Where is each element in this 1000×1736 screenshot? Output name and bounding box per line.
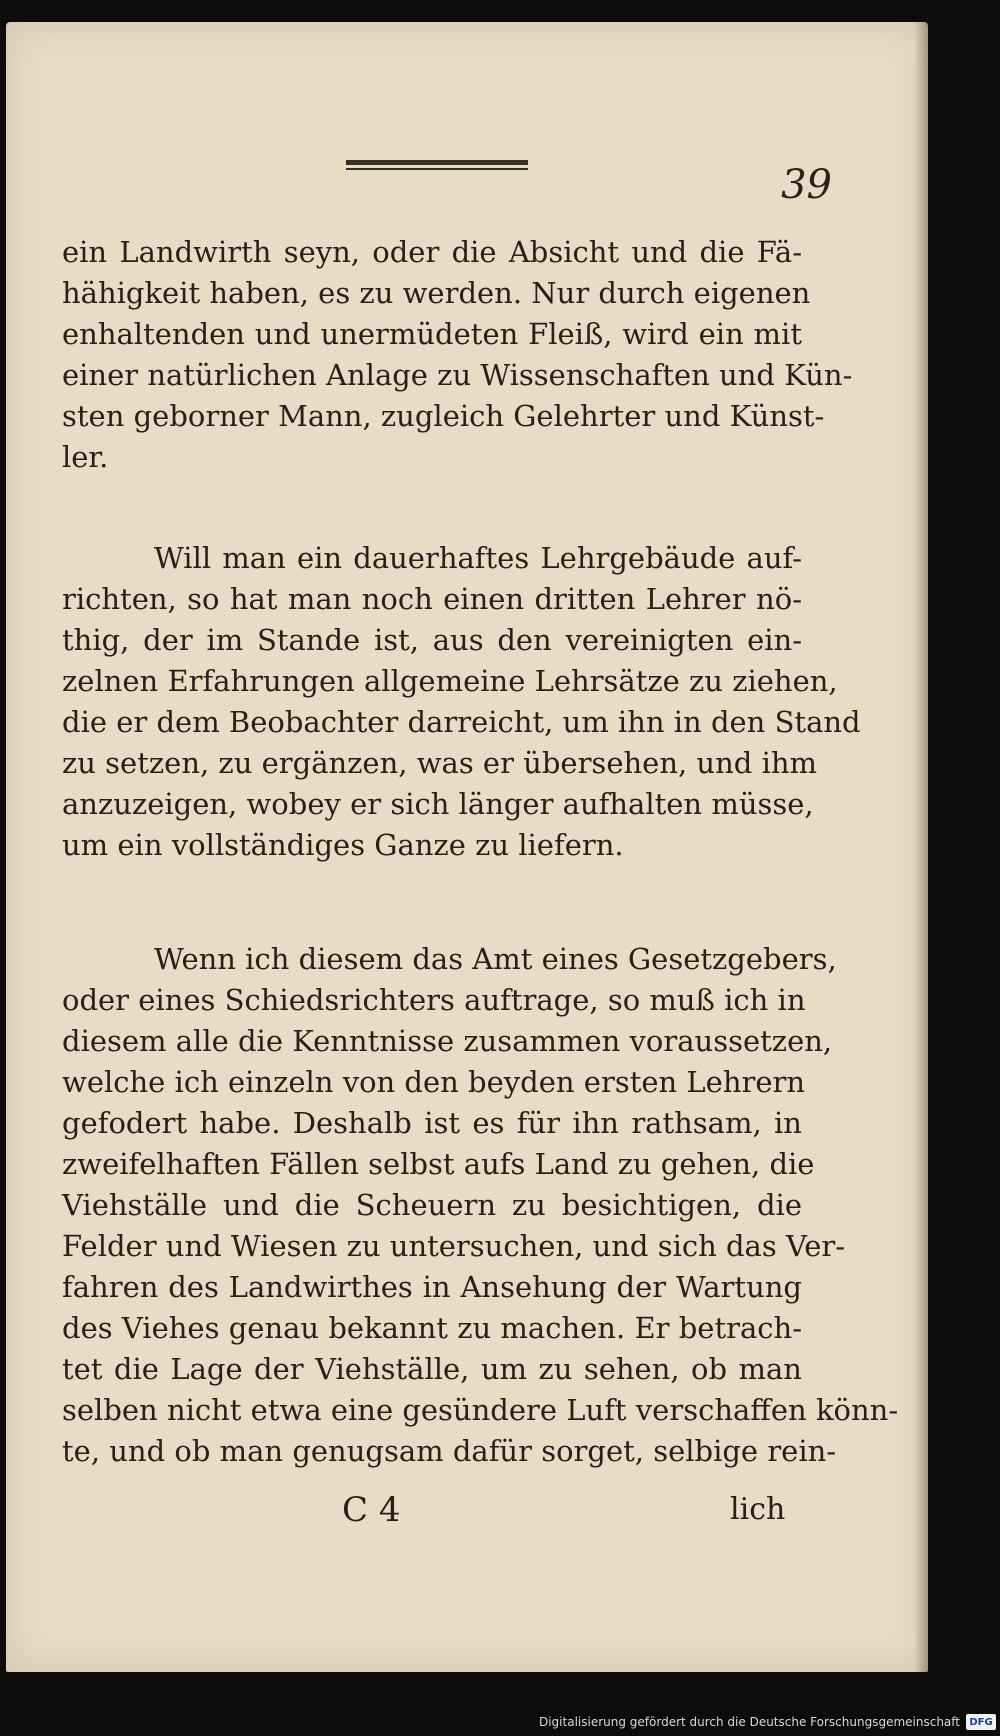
text-line: einer natürlichen Anlage zu Wissenschaften und Kün- bbox=[62, 358, 853, 392]
text-line: um ein vollständiges Ganze zu liefern. bbox=[62, 828, 624, 862]
text-line: gefodert habe. Deshalb ist es für ihn rathsam, in bbox=[62, 1106, 802, 1140]
paragraph-3 bbox=[62, 939, 899, 1472]
text-line: tet die Lage der Viehställe, um zu sehen, ob man bbox=[62, 1352, 802, 1386]
text-line: ler. bbox=[62, 440, 109, 474]
text-line: diesem alle die Kenntnisse zusammen voraussetzen, bbox=[62, 1024, 833, 1058]
text-line: zweifelhaften Fällen selbst aufs Land zu gehen, die bbox=[62, 1147, 815, 1181]
text-line: enhaltenden und unermüdeten Fleiß, wird ein mit bbox=[62, 317, 802, 351]
text-line: richten, so hat man noch einen dritten Lehrer nö- bbox=[62, 582, 802, 616]
catchword: lich bbox=[730, 1492, 786, 1527]
text-line: des Viehes genau bekannt zu machen. Er betrach- bbox=[62, 1311, 802, 1345]
text-line: anzuzeigen, wobey er sich länger aufhalten müsse, bbox=[62, 787, 814, 821]
text-line: Viehställe und die Scheuern zu besichtigen, die bbox=[62, 1188, 802, 1222]
text-line: selben nicht etwa eine gesündere Luft verschaffen könn- bbox=[62, 1393, 899, 1427]
text-line: sten geborner Mann, zugleich Gelehrter und Künst- bbox=[62, 399, 825, 433]
page-number: 39 bbox=[781, 162, 832, 208]
digitization-credit-text: Digitalisierung gefördert durch die Deutsche Forschungsgemeinschaft bbox=[538, 1715, 960, 1729]
text-line: oder eines Schiedsrichters auftrage, so muß ich in bbox=[62, 983, 806, 1017]
paragraph-1 bbox=[62, 232, 853, 478]
header-ornament-rule bbox=[346, 160, 528, 172]
paragraph-2 bbox=[62, 538, 861, 866]
dfg-logo-icon: DFG bbox=[966, 1714, 996, 1730]
text-line: ein Landwirth seyn, oder die Absicht und die Fä- bbox=[62, 235, 802, 269]
text-line: hähigkeit haben, es zu werden. Nur durch eigenen bbox=[62, 276, 811, 310]
signature-mark: C 4 bbox=[342, 1490, 401, 1530]
text-line: die er dem Beobachter darreicht, um ihn in den Stand bbox=[62, 705, 861, 739]
digitization-credit-bar bbox=[539, 1712, 996, 1732]
text-line: Felder und Wiesen zu untersuchen, und sich das Ver- bbox=[62, 1229, 846, 1263]
book-page bbox=[6, 22, 928, 1672]
text-line: Wenn ich diesem das Amt eines Gesetzgebers, bbox=[154, 942, 837, 976]
text-line: fahren des Landwirthes in Ansehung der Wartung bbox=[62, 1270, 802, 1304]
text-line: te, und ob man genugsam dafür sorget, selbige rein- bbox=[62, 1434, 837, 1468]
text-line: welche ich einzeln von den beyden ersten Lehrern bbox=[62, 1065, 806, 1099]
text-line: zelnen Erfahrungen allgemeine Lehrsätze zu ziehen, bbox=[62, 664, 838, 698]
text-line: zu setzen, zu ergänzen, was er übersehen, und ihm bbox=[62, 746, 818, 780]
text-line: thig, der im Stande ist, aus den vereinigten ein- bbox=[62, 623, 802, 657]
text-line: Will man ein dauerhaftes Lehrgebäude auf- bbox=[154, 541, 802, 575]
